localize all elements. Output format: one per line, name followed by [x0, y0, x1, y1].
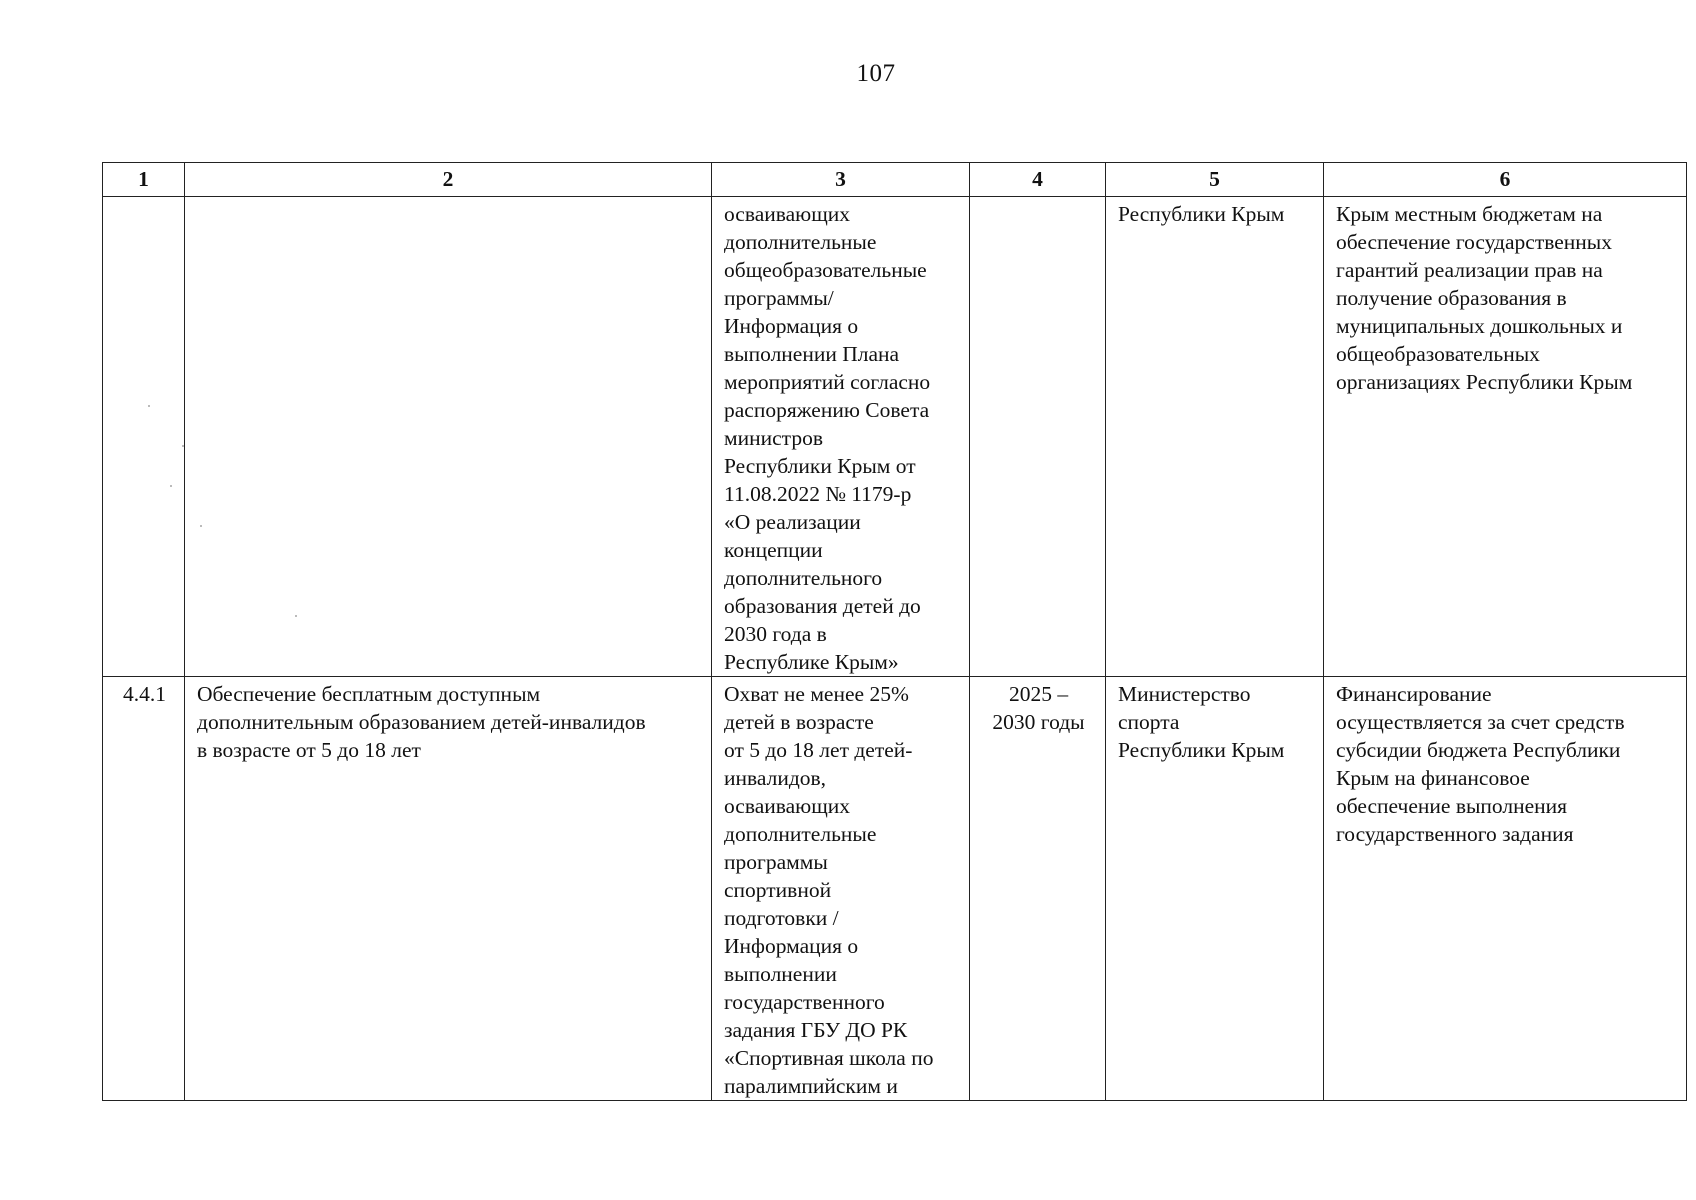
- scan-speck: [170, 485, 172, 487]
- table-header-row: [103, 163, 1687, 197]
- column-header-1: 1: [103, 163, 185, 197]
- table-row: [103, 677, 1687, 1101]
- column-header-6: 6: [1324, 163, 1687, 197]
- document-table: [102, 162, 1687, 1101]
- page-number: 107: [856, 60, 896, 87]
- scan-speck: [200, 525, 202, 527]
- column-header-5: 5: [1106, 163, 1324, 197]
- column-header-2: 2: [185, 163, 712, 197]
- table-row: [103, 197, 1687, 677]
- executor-cell: Республики Крым: [1106, 197, 1324, 677]
- period-cell: 2025 – 2030 годы: [970, 677, 1106, 1101]
- executor-cell: Министерство спорта Республики Крым: [1106, 677, 1324, 1101]
- scan-speck: [148, 405, 150, 407]
- financing-cell: Крым местным бюджетам на обеспечение государственных гарантий реализации прав на получение образования в муниципальных дошкольных и общеобразовательных организациях Республики Крым: [1324, 197, 1687, 677]
- column-header-4: 4: [970, 163, 1106, 197]
- scan-speck: [182, 445, 184, 447]
- indicator-cell: Охват не менее 25% детей в возрасте от 5 до 18 лет детей- инвалидов, осваивающих дополнительные программы спортивной подготовки / Информация о выполнении государственного задания ГБУ ДО РК «Спортивная школа по паралимпийским и: [712, 677, 970, 1101]
- scan-speck: [295, 615, 297, 617]
- column-header-3: 3: [712, 163, 970, 197]
- measure-cell: Обеспечение бесплатным доступным дополнительным образованием детей-инвалидов в возрасте от 5 до 18 лет: [185, 677, 712, 1101]
- indicator-cell: осваивающих дополнительные общеобразовательные программы/ Информация о выполнении Плана мероприятий согласно распоряжению Совета министров Республики Крым от 11.08.2022 № 1179-р «О реализации концепции дополнительного образования детей до 2030 года в Республике Крым»: [712, 197, 970, 677]
- financing-cell: Финансирование осуществляется за счет средств субсидии бюджета Республики Крым на финансовое обеспечение выполнения государственного задания: [1324, 677, 1687, 1101]
- measure-cell: [185, 197, 712, 677]
- period-cell: [970, 197, 1106, 677]
- row-number-cell: [103, 197, 185, 677]
- row-number-cell: 4.4.1: [103, 677, 185, 1101]
